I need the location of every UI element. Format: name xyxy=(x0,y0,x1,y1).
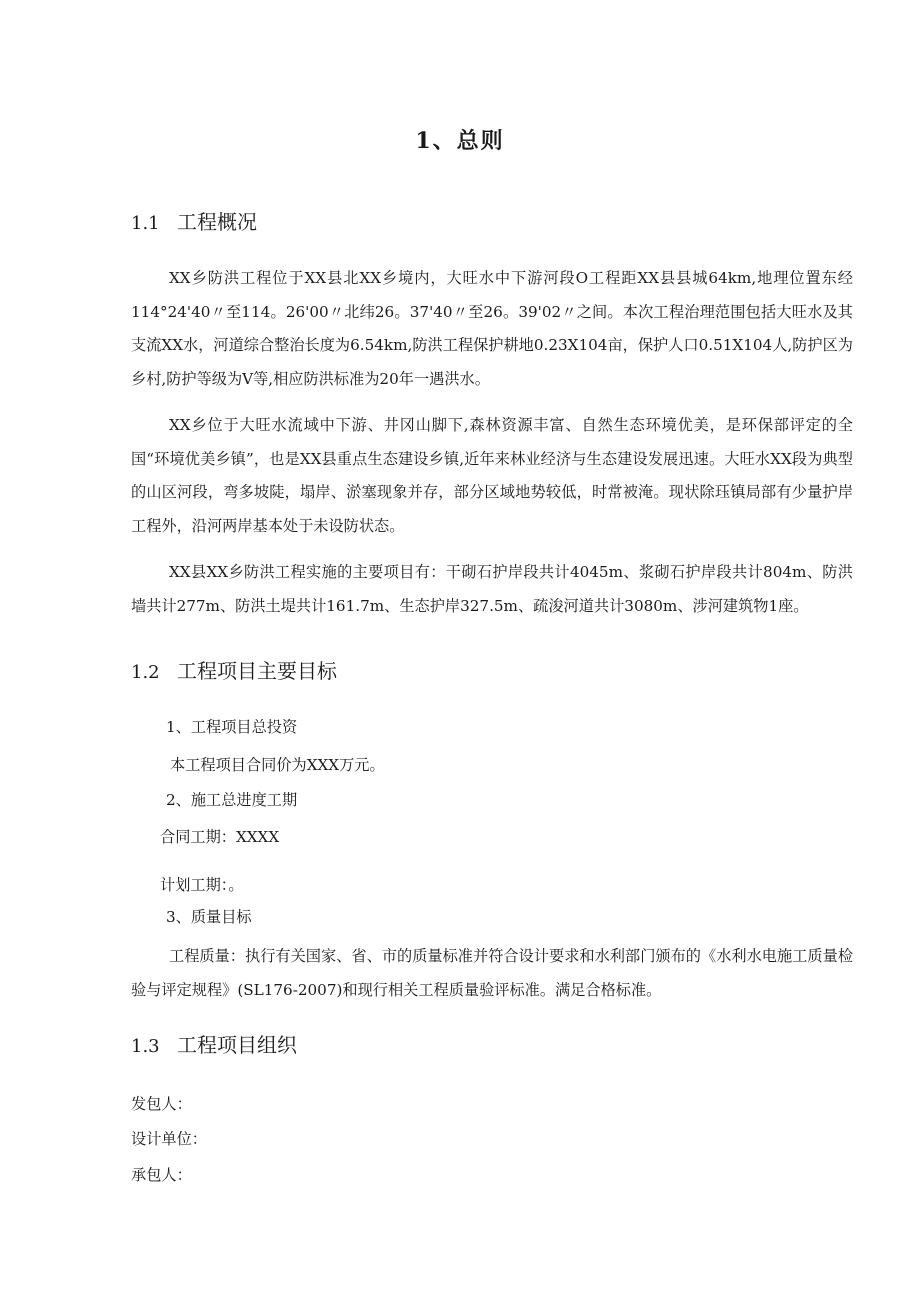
section-heading-1-3 xyxy=(131,1029,297,1058)
section-heading-1-2 xyxy=(131,655,337,684)
section-heading-1-1 xyxy=(131,206,257,235)
section-label: 工程项目组织 xyxy=(177,1033,297,1057)
section-number: 1.3 xyxy=(131,1036,160,1057)
contract-price-text: 本工程项目合同价为XXX万元。 xyxy=(170,756,385,774)
section-number: 1.1 xyxy=(131,213,160,234)
section-label: 工程概况 xyxy=(177,210,257,234)
overview-paragraph-3: XX县XX乡防洪工程实施的主要项目有：干砌石护岸段共计4045m、浆砌石护岸段共计804m、防洪墙共计277m、防洪土堤共计161.7m、生态护岸327.5m、疏浚河道共计3080m、涉河建筑物1座。 xyxy=(131,563,853,615)
quality-paragraph: 工程质量：执行有关国家、省、市的质量标准并符合设计要求和水利部门颁布的《水利水电施工质量检验与评定规程》(SL176-2007)和现行相关工程质量验评标准。满足合格标准。 xyxy=(131,947,853,999)
contractor-field: 承包人： xyxy=(131,1166,192,1184)
contract-period-text: 合同工期：XXXX xyxy=(160,828,280,846)
section-number: 1.2 xyxy=(131,662,160,683)
section-label: 工程项目主要目标 xyxy=(177,659,337,683)
goal-item-schedule: 2、施工总进度工期 xyxy=(166,791,298,809)
designer-field: 设计单位： xyxy=(131,1130,207,1148)
overview-paragraph-2: XX乡位于大旺水流域中下游、井冈山脚下,森林资源丰富、自然生态环境优美，是环保部评定的全国“环境优美乡镇”，也是XX县重点生态建设乡镇,近年来林业经济与生态建设发展迅速。大旺水XX段为典型的山区河段，弯多坡陡，塌岸、淤塞现象并存，部分区域地势较低，时常被淹。现状除珏镇局部有少量护岸工程外，沿河两岸基本处于未设防状态。 xyxy=(131,416,853,535)
goal-item-investment: 1、工程项目总投资 xyxy=(166,718,298,736)
goal-item-quality: 3、质量目标 xyxy=(166,908,252,926)
planned-period-text: 计划工期：。 xyxy=(160,876,244,894)
overview-paragraph-1: XX乡防洪工程位于XX县北XX乡境内，大旺水中下游河段O工程距XX县县城64km,地理位置东经114°24'40〃至114。26'00〃北纬26。37'40〃至26。39'02〃之间。本次工程治理范围包括大旺水及其支流XX水，河道综合整治长度为6.54km,防洪工程保护耕地0.23X104亩，保护人口0.51X104人,防护区为乡村,防护等级为V等,相应防洪标准为20年一遇洪水。 xyxy=(131,269,853,388)
employer-field: 发包人： xyxy=(131,1095,192,1113)
page-title: 1、总则 xyxy=(415,128,505,154)
